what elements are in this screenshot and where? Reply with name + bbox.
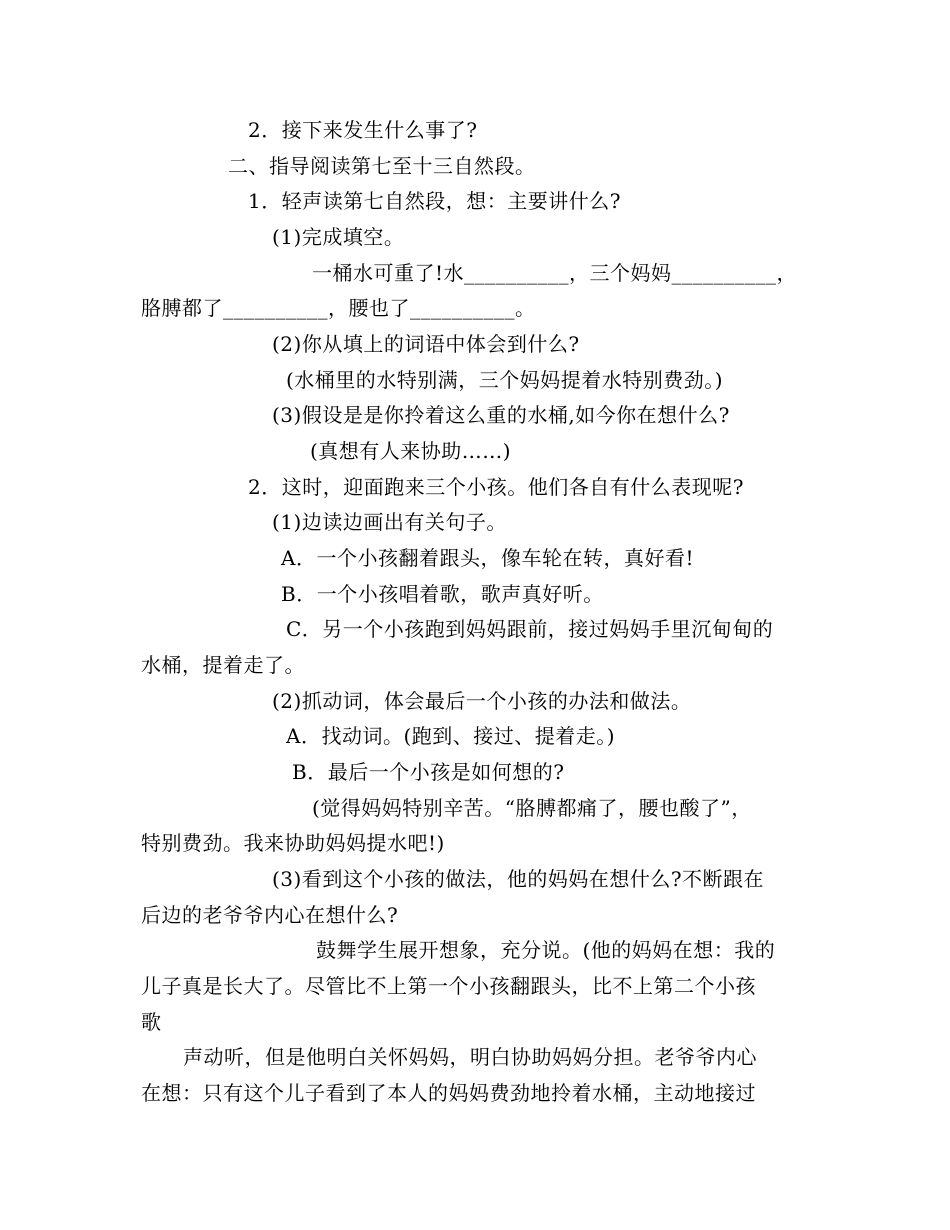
fill-blank-line: 胳膊都了__________，腰也了__________。 (141, 296, 536, 320)
text-line: (1)完成填空。 (272, 225, 405, 249)
text-line: B．最后一个小孩是如何想的? (292, 760, 565, 784)
text-line: 歌 (141, 1010, 162, 1034)
text-line: (觉得妈妈特别辛苦。“胳膊都痛了，腰也酸了”， (312, 796, 752, 820)
text-line: (2)你从填上的词语中体会到什么? (272, 332, 580, 356)
text-line: B．一个小孩唱着歌，歌声真好听。 (281, 582, 604, 606)
section-heading: 二、指导阅读第七至十三自然段。 (228, 154, 536, 178)
text-line: (真想有人来协助……) (310, 439, 512, 463)
fill-blank-line: 一桶水可重了!水__________，三个妈妈__________， (312, 261, 798, 285)
text-line: 2．这时，迎面跑来三个小孩。他们各自有什么表现呢? (248, 475, 744, 499)
text-line: (2)抓动词，体会最后一个小孩的办法和做法。 (272, 689, 692, 713)
text-line: A．一个小孩翻着跟头，像车轮在转，真好看! (281, 546, 694, 570)
text-line: (1)边读边画出有关句子。 (272, 510, 507, 534)
text-line: 鼓舞学生展开想象，充分说。(他的妈妈在想：我的 (316, 938, 776, 962)
text-line: (3)假设是是你拎着这么重的水桶,如今你在想什么? (272, 403, 730, 427)
text-line: (水桶里的水特别满，三个妈妈提着水特别费劲。) (286, 368, 724, 392)
text-line: 在想：只有这个儿子看到了本人的妈妈费劲地拎着水桶，主动地接过 (141, 1081, 756, 1105)
text-line: A．找动词。(跑到、接过、提着走。) (286, 724, 616, 748)
text-line: C．另一个小孩跑到妈妈跟前，接过妈妈手里沉甸甸的 (286, 617, 774, 641)
text-line: (3)看到这个小孩的做法，他的妈妈在想什么?不断跟在 (272, 867, 765, 891)
text-line: 2．接下来发生什么事了? (248, 118, 478, 142)
text-line: 特别费劲。我来协助妈妈提水吧!) (141, 831, 445, 855)
text-line: 后边的老爷爷内心在想什么? (141, 903, 399, 927)
text-line: 1．轻声读第七自然段，想：主要讲什么? (248, 189, 621, 213)
text-line: 水桶，提着走了。 (141, 653, 305, 677)
text-line: 声动听，但是他明白关怀妈妈，明白协助妈妈分担。老爷爷内心 (183, 1045, 757, 1069)
text-line: 儿子真是长大了。尽管比不上第一个小孩翻跟头，比不上第二个小孩 (141, 974, 756, 998)
